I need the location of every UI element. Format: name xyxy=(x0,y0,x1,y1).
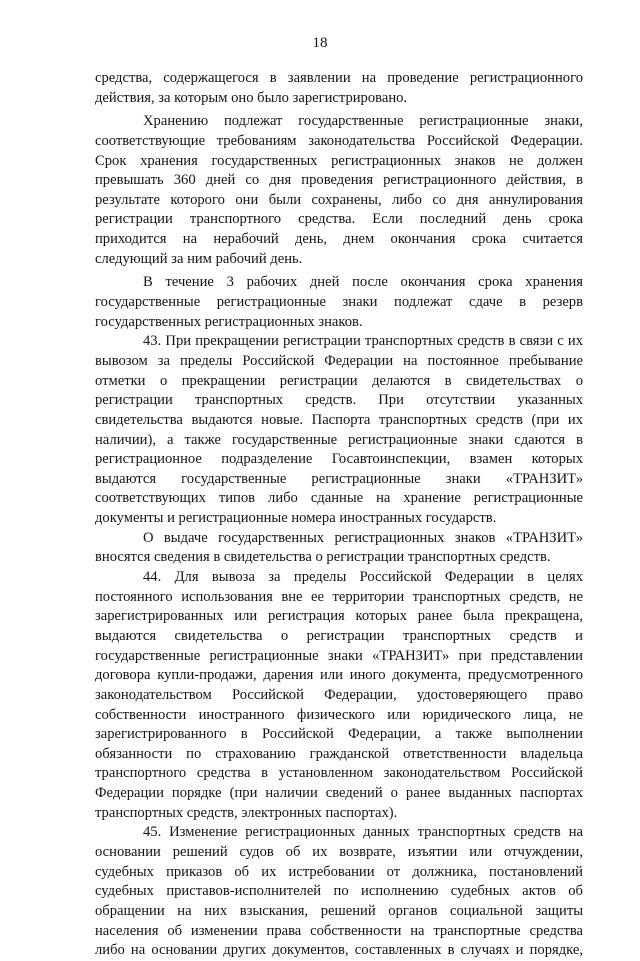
text-line: транспортного средства в установленном законодательством Российской xyxy=(95,765,583,782)
text-line: транспортных средств, электронных паспортах). xyxy=(95,804,398,821)
text-line: документы и регистрационные номера иностранных государств. xyxy=(95,510,497,527)
text-line: В течение 3 рабочих дней после окончания срока хранения xyxy=(143,274,583,291)
text-line: Срок хранения государственных регистрационных знаков не должен xyxy=(95,152,583,169)
text-line: обращении на них взыскания, решений органов социальной защиты xyxy=(95,902,583,919)
text-line: средства, содержащегося в заявлении на проведение регистрационного xyxy=(95,70,583,86)
text-line: О выдаче государственных регистрационных знаков «ТРАНЗИТ» xyxy=(143,529,583,546)
text-line: договора купли-продажи, дарения или иного документа, предусмотренного xyxy=(95,667,583,684)
text-line: отметки о прекращении регистрации делаются в свидетельствах о xyxy=(95,372,583,389)
text-line: 45. Изменение регистрационных данных транспортных средств на xyxy=(143,824,583,841)
text-line: свидетельства выдаются новые. Паспорта транспортных средств (при их xyxy=(95,411,583,428)
text-line: приходится на нерабочий день, днем окончания срока считается xyxy=(95,231,583,248)
text-line: зарегистрированных или регистрация которых ранее была прекращена, xyxy=(95,608,583,625)
text-line: действия, за которым оно было зарегистрировано. xyxy=(95,89,408,106)
text-line: обязанности по страхованию гражданской ответственности владельца xyxy=(95,745,583,762)
text-line: собственности иностранного физического или юридического лица, не xyxy=(95,706,583,723)
text-line: соответствующие требованиям законодательства Российской Федерации. xyxy=(95,132,583,149)
text-line: вносятся сведения в свидетельства о регистрации транспортных средств. xyxy=(95,549,551,566)
text-line: либо на основании других документов, составленных в случаях и порядке, xyxy=(95,942,583,959)
text-line: 44. Для вывоза за пределы Российской Федерации в целях xyxy=(143,569,583,586)
text-line: вывозом за пределы Российской Федерации на постоянное пребывание xyxy=(95,352,583,369)
text-line: Федерации порядке (при наличии сведений о ранее выданных паспортах xyxy=(95,785,583,802)
text-line: законодательством Российской Федерации, удостоверяющего право xyxy=(95,686,583,703)
text-line: государственные регистрационные знаки «ТРАНЗИТ» при представлении xyxy=(95,647,583,664)
text-line: государственных регистрационных знаков. xyxy=(95,313,363,330)
text-line: следующий за ним рабочий день. xyxy=(95,250,303,267)
text-line: государственные регистрационные знаки подлежат сдаче в резерв xyxy=(95,294,583,311)
text-line: наличии), а также государственные регистрационные знаки сдаются в xyxy=(95,431,583,448)
text-line: регистрации транспортных средств. При отсутствии указанных xyxy=(95,392,583,409)
text-line: соответствующих типов либо сданные на хранение регистрационные xyxy=(95,490,583,507)
document-body xyxy=(95,69,583,961)
page-number: 18 xyxy=(312,35,328,51)
text-line: судебных приставов-исполнителей по исполнению судебных актов об xyxy=(95,883,583,900)
text-line: судебных приказов об их истребовании от должника, постановлений xyxy=(95,863,583,880)
text-line: зарегистрированного в Российской Федерации, а также выполнении xyxy=(95,726,583,743)
text-line: 43. При прекращении регистрации транспортных средств в связи с их xyxy=(143,333,583,350)
text-line: населения об изменении права собственности на транспортные средства xyxy=(95,922,583,939)
text-line: результате которого они были сохранены, либо со дня аннулирования xyxy=(95,191,583,208)
text-line: выдаются свидетельства о регистрации транспортных средств и xyxy=(95,627,583,644)
text-line: превышать 360 дней со дня проведения регистрационного действия, в xyxy=(95,172,583,189)
text-line: регистрационное подразделение Госавтоинспекции, взамен которых xyxy=(95,451,583,468)
text-line: Хранению подлежат государственные регистрационные знаки, xyxy=(143,113,583,130)
text-line: регистрации транспортного средства. Если последний день срока xyxy=(95,211,583,228)
text-line: основании решений судов об их возврате, изъятии или отчуждении, xyxy=(95,843,583,860)
text-line: выдаются государственные регистрационные знаки «ТРАНЗИТ» xyxy=(95,470,583,487)
text-line: постоянного использования вне ее территории транспортных средств, не xyxy=(95,588,583,605)
